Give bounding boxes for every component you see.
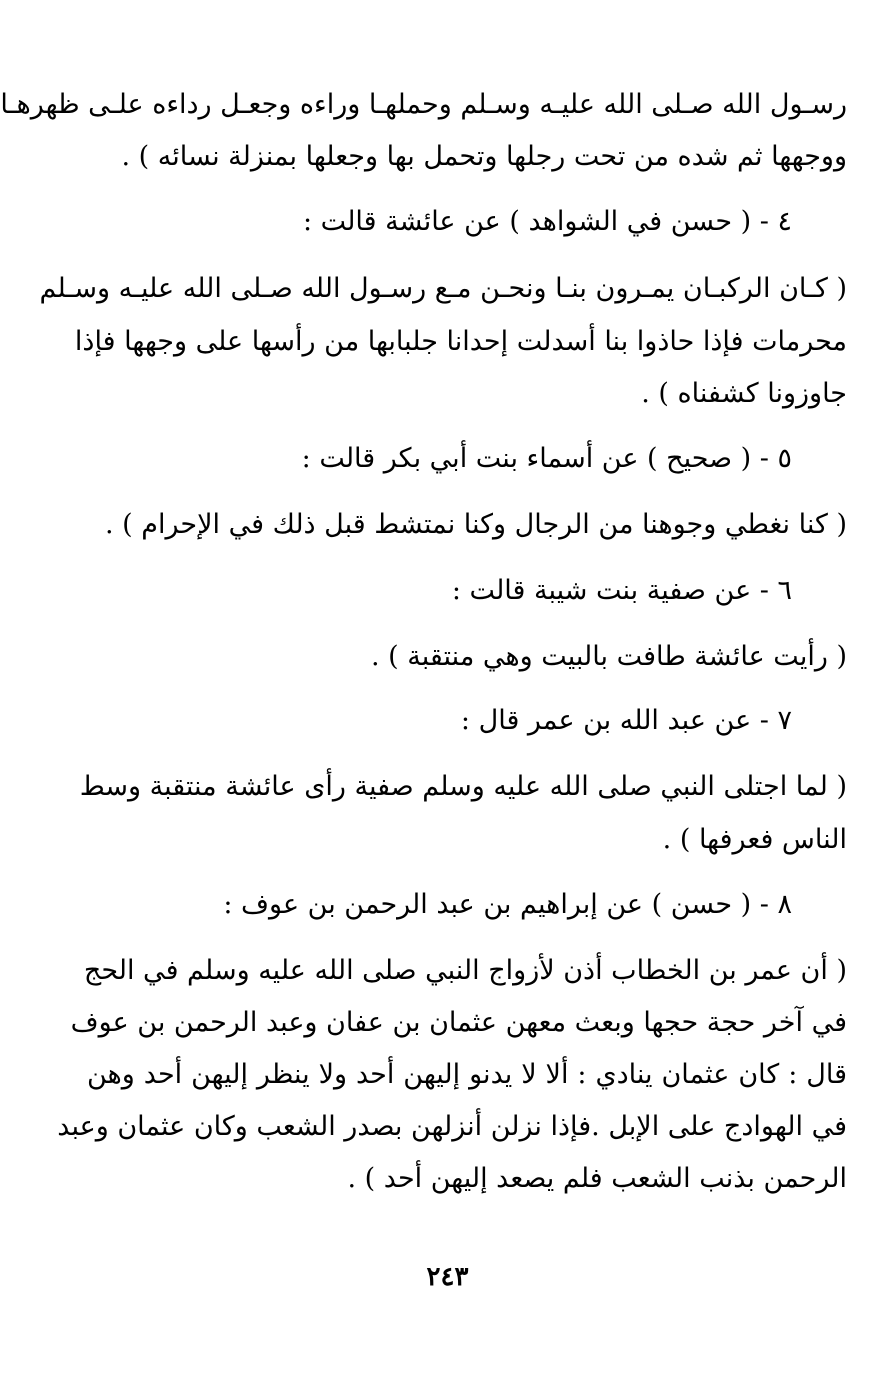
text-line-2: ووجهها ثم شده من تحت رجلها وتحمل بها وجعلها بمنزلة نسائه ) . <box>121 141 847 172</box>
text-line-5: محرمات فإذا حاذوا بنا أسدلت إحدانا جلبابها من رأسها على وجهها فإذا <box>74 326 847 357</box>
section-heading-8: ٨ - ( حسن ) عن إبراهيم بن عبد الرحمن بن عوف : <box>223 889 792 920</box>
page-number: ٢٤٣ <box>426 1262 469 1292</box>
text-line-8: ( كنا نغطي وجوهنا من الرجال وكنا نمتشط قبل ذلك في الإحرام ) . <box>105 509 847 540</box>
text-line-13: الناس فعرفها ) . <box>662 824 847 855</box>
text-line-17: قال : كان عثمان ينادي : ألا لا يدنو إليهن أحد ولا ينظر إليهن أحد وهن <box>87 1059 847 1090</box>
text-line-19: الرحمن بذنب الشعب فلم يصعد إليهن أحد ) . <box>347 1163 847 1194</box>
section-heading-7: ٧ - عن عبد الله بن عمر قال : <box>460 705 792 736</box>
section-heading-5: ٥ - ( صحيح ) عن أسماء بنت أبي بكر قالت : <box>301 443 792 474</box>
text-line-1: رسـول الله صـلى الله عليـه وسـلم وحملهـا وراءه وجعـل رداءه علـى ظهرهـا <box>0 89 847 120</box>
section-heading-6: ٦ - عن صفية بنت شيبة قالت : <box>451 575 792 606</box>
text-line-10: ( رأيت عائشة طافت بالبيت وهي منتقبة ) . <box>370 641 847 672</box>
text-line-15: ( أن عمر بن الخطاب أذن لأزواج النبي صلى الله عليه وسلم في الحج <box>83 955 847 986</box>
text-line-6: جاوزونا كشفناه ) . <box>641 378 847 409</box>
text-line-18: في الهوادج على الإبل .فإذا نزلن أنزلهن بصدر الشعب وكان عثمان وعبد <box>57 1111 847 1142</box>
document-page <box>0 82 847 1332</box>
section-heading-4: ٤ - ( حسن في الشواهد ) عن عائشة قالت : <box>303 206 792 237</box>
text-line-4: ( كـان الركبـان يمـرون بنـا ونحـن مـع رسـول الله صـلى الله عليـه وسـلم <box>39 273 847 304</box>
text-line-16: في آخر حجة حجها وبعث معهن عثمان بن عفان وعبد الرحمن بن عوف <box>70 1007 847 1038</box>
text-line-12: ( لما اجتلى النبي صلى الله عليه وسلم صفية رأى عائشة منتقبة وسط <box>79 771 847 802</box>
